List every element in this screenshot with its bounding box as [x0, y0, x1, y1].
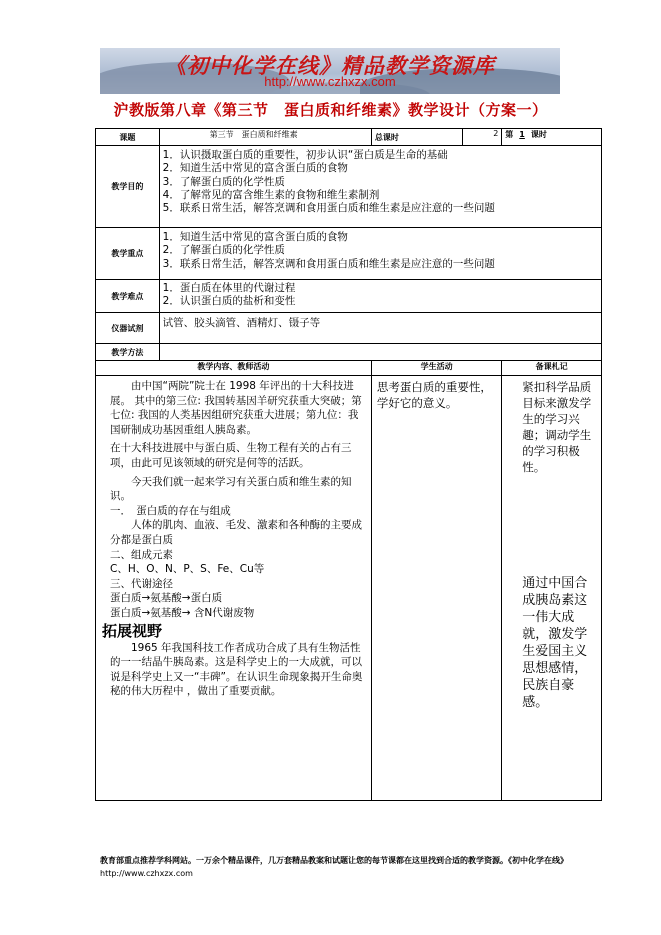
- column-header-row: [96, 361, 602, 376]
- extension-text: 1965 年我国科技工作者成功合成了具有生物活性的一一结晶牛胰岛素。这是科学史上的一大成就，可以说是科学史上又一“丰碑”。在认识生命现象揭开生命奥秘的伟大历程中 ，做出了重要贡献。: [110, 641, 363, 698]
- lesson-suffix: 课时: [530, 130, 547, 139]
- site-banner: [100, 48, 560, 94]
- total-hours-value: [463, 129, 502, 146]
- page-footer: [100, 854, 580, 880]
- section-heading: 二、组成元素: [110, 548, 173, 561]
- student-column-header: 学生活动: [371, 361, 501, 376]
- equipment-row: [96, 313, 602, 344]
- section-text: 人体的肌肉、血液、毛发、激素和各种酶的主要成分都是蛋白质: [110, 519, 362, 546]
- content-row: [96, 376, 602, 801]
- notes-column-header: 备课札记: [502, 361, 602, 376]
- topic-label: 课题: [96, 129, 160, 146]
- banner-title: 《初中化学在线》精品教学资源库: [165, 53, 495, 78]
- total-hours-label: 总课时: [371, 129, 462, 146]
- objectives-row: [96, 146, 602, 228]
- note-text: 紧扣科学品质目标来激发学生的学习兴趣；调动学生的学习积极性。: [522, 380, 592, 474]
- key-points-label: 教学重点: [96, 228, 160, 280]
- notes-cell: [502, 376, 602, 801]
- lesson-number-cell: [502, 129, 602, 146]
- objective-item: 1．认识摄取蛋白质的重要性，初步认识“蛋白质是生命的基础: [162, 149, 448, 161]
- intro-paragraph: 由中国“两院”院士在 1998 年评出的十大科技进展。 其中的第三位: 我国转基因羊研究获重大突破；第七位: 我国的人类基因组研究获重大进展；第九位：我国研制成功基因重组人胰岛素。: [110, 380, 362, 436]
- difficulties-label: 教学难点: [96, 280, 160, 313]
- footer-url[interactable]: http://www.czhxzx.com: [100, 869, 193, 878]
- objective-item: 3．了解蛋白质的化学性质: [162, 175, 285, 188]
- student-activity: 思考蛋白质的重要性，学好它的意义。: [371, 376, 501, 801]
- topic-row: [96, 129, 602, 146]
- intro-paragraph-3: 今天我们就一起来学习有关蛋白质和维生素的知识。: [110, 475, 352, 503]
- section-heading: 一． 蛋白质的存在与组成: [110, 504, 231, 517]
- difficulties-row: [96, 280, 602, 313]
- objective-item: 2．知道生活中常见的富含蛋白质的食物: [162, 162, 348, 175]
- objective-item: 4．了解常见的富含维生素的食物和维生素制剂: [162, 188, 380, 201]
- section-heading: 三、代谢途径: [110, 577, 173, 590]
- total-hours-number: 2: [493, 129, 499, 138]
- method-value: [159, 344, 601, 361]
- footer-text: 教育部重点推荐学科网站。一万余个精品课件，几万套精品教案和试题让您的每节课都在这里找到合适的教学资源。《初中化学在线》: [100, 856, 568, 865]
- intro-paragraph-2: 在十大科技进展中与蛋白质、生物工程有关的占有三项，由此可见该领域的研究是何等的活跃。: [110, 442, 352, 469]
- objectives-list: [159, 146, 601, 228]
- lesson-plan-table: [95, 128, 602, 801]
- banner-url[interactable]: http://www.czhxzx.com: [264, 74, 396, 89]
- extension-title: 拓展视野: [102, 621, 163, 640]
- lesson-number: 1: [519, 130, 525, 139]
- document-title: 沪教版第八章《第三节 蛋白质和纤维素》教学设计（方案一）: [113, 101, 548, 119]
- teaching-content: [96, 376, 372, 801]
- method-label: 教学方法: [96, 344, 160, 361]
- note-text: 通过中国合成胰岛素这一伟大成就，激发学生爱国主义思想感情，民族自豪感。: [522, 576, 588, 710]
- key-point-item: 3．联系日常生活，解答烹调和食用蛋白质和维生素是应注意的一些问题: [162, 257, 495, 270]
- equipment-value: 试管、胶头滴管、酒精灯、镊子等: [159, 313, 601, 344]
- section-text: C、H、O、N、P、S、Fe、Cu等: [110, 563, 265, 576]
- content-column-header: 教学内容、教师活动: [96, 361, 372, 376]
- key-points-row: [96, 228, 602, 280]
- difficulty-item: 1．蛋白质在体里的代谢过程: [162, 282, 296, 294]
- topic-value: 第三节 蛋白质和纤维素: [159, 129, 371, 146]
- metabolism-flow: 蛋白质→氨基酸→ 含N代谢废物: [110, 606, 255, 619]
- key-point-item: 1．知道生活中常见的富含蛋白质的食物: [162, 231, 348, 243]
- objective-item: 5．联系日常生活，解答烹调和食用蛋白质和维生素是应注意的一些问题: [162, 202, 495, 215]
- equipment-label: 仪器试剂: [96, 313, 160, 344]
- lesson-prefix: 第: [505, 130, 514, 139]
- method-row: [96, 344, 602, 361]
- difficulties-list: [159, 280, 601, 313]
- key-point-item: 2．了解蛋白质的化学性质: [162, 244, 285, 257]
- metabolism-flow: 蛋白质→氨基酸→蛋白质: [110, 592, 223, 605]
- key-points-list: [159, 228, 601, 280]
- difficulty-item: 2．认识蛋白质的盐析和变性: [162, 295, 296, 308]
- objectives-label: 教学目的: [96, 146, 160, 228]
